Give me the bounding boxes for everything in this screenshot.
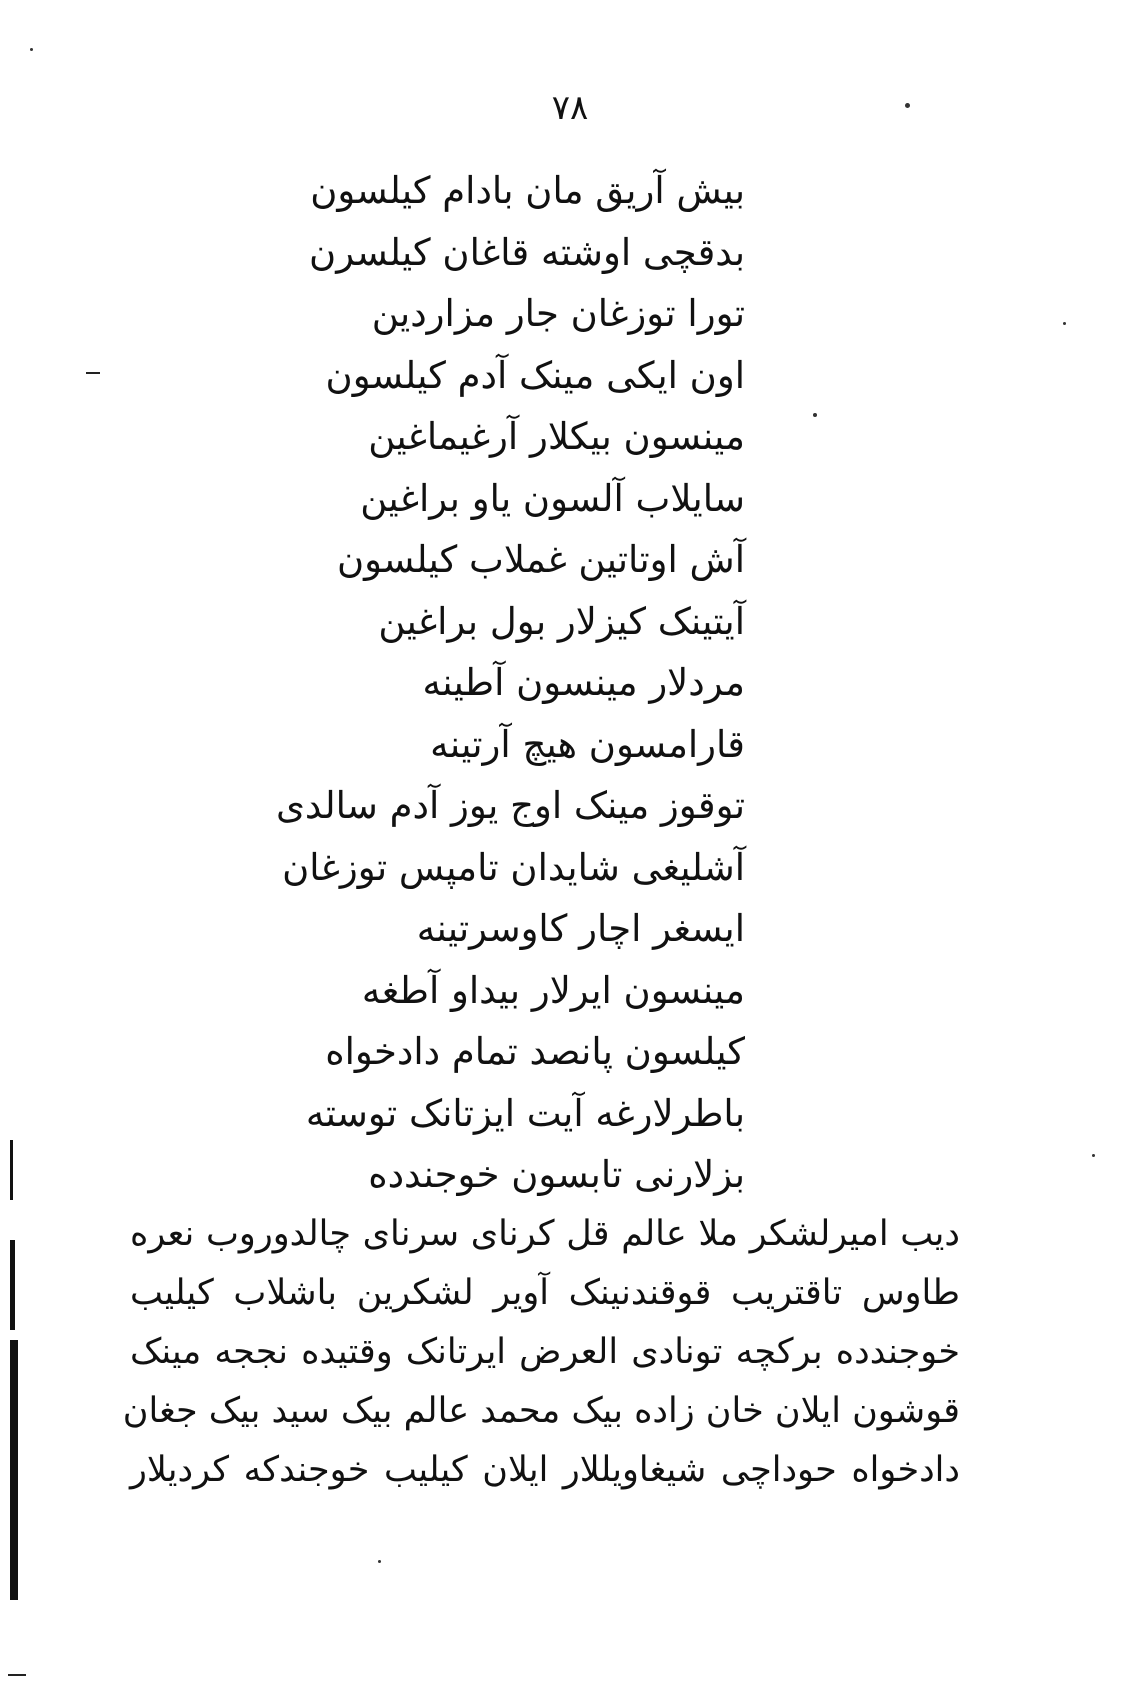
scan-speck bbox=[86, 372, 100, 374]
scan-speck bbox=[378, 1560, 381, 1563]
verse-line: تورا توزغان جار مزاردین bbox=[371, 292, 745, 335]
verse-line: بدقچی اوشته قاغان کیلسرن bbox=[309, 230, 745, 274]
scan-speck bbox=[1092, 1154, 1095, 1157]
verse-block bbox=[225, 160, 745, 1206]
verse-line: کیلسون پانصد تمام دادخواه bbox=[325, 1030, 745, 1073]
verse-line: آش اوتاتین غملاب کیلسون bbox=[336, 538, 745, 581]
scan-edge-mark bbox=[10, 1240, 15, 1330]
verse-line: آیتینک کیزلار بول براغین bbox=[378, 599, 745, 643]
verse-line: مینسون بیکلار آرغیماغین bbox=[368, 415, 745, 458]
verse-line: توقوز مینک اوج یوز آدم سالدی bbox=[275, 784, 745, 827]
verse-line: باطرلارغه آیت ایزتانک توسته bbox=[305, 1091, 745, 1135]
verse-line: سایلاب آلسون یاو براغین bbox=[360, 476, 745, 520]
prose-line: دادخواه حوداچی شیغاویللار ایلان کیلیب خوجندکه کردیلار bbox=[130, 1450, 960, 1490]
prose-line: دیب امیرلشکر ملا عالم قل کرنای سرنای چالدوروب نعره bbox=[130, 1214, 960, 1254]
scan-speck bbox=[1063, 322, 1066, 325]
verse-line: مینسون ایرلار بیداو آطغه bbox=[361, 968, 745, 1012]
prose-line: خوجندده برکچه تونادی العرض ایرتانک وقتیده نججه مینک bbox=[130, 1332, 960, 1372]
verse-line: آشلیغی شایدان تامپس توزغان bbox=[282, 845, 745, 889]
verse-line: ایسغر اچار کاوسرتینه bbox=[416, 907, 745, 950]
page-number: ۷۸ bbox=[551, 88, 589, 128]
scan-edge-mark bbox=[10, 1340, 18, 1600]
scan-edge-mark bbox=[10, 1140, 13, 1200]
verse-line: بیش آریق مان بادام کیلسون bbox=[310, 169, 745, 212]
scan-speck bbox=[813, 413, 817, 417]
prose-line: قوشون ایلان خان زاده بیک محمد عالم بیک سید بیک جغان bbox=[122, 1391, 960, 1431]
verse-line: بزلارنی تابسون خوجندده bbox=[368, 1153, 745, 1196]
scan-edge-mark bbox=[8, 1674, 26, 1676]
verse-line: مردلار مینسون آطینه bbox=[422, 661, 745, 704]
verse-line: قارامسون هیچ آرتینه bbox=[430, 722, 745, 766]
scan-speck bbox=[905, 103, 910, 108]
prose-line: طاوس تاقتریب قوقندنینک آویر لشکرین باشلاب کیلیب bbox=[130, 1273, 960, 1313]
scan-speck bbox=[30, 48, 33, 51]
verse-line: اون ایکی مینک آدم کیلسون bbox=[325, 353, 745, 397]
prose-paragraph bbox=[122, 1205, 960, 1500]
